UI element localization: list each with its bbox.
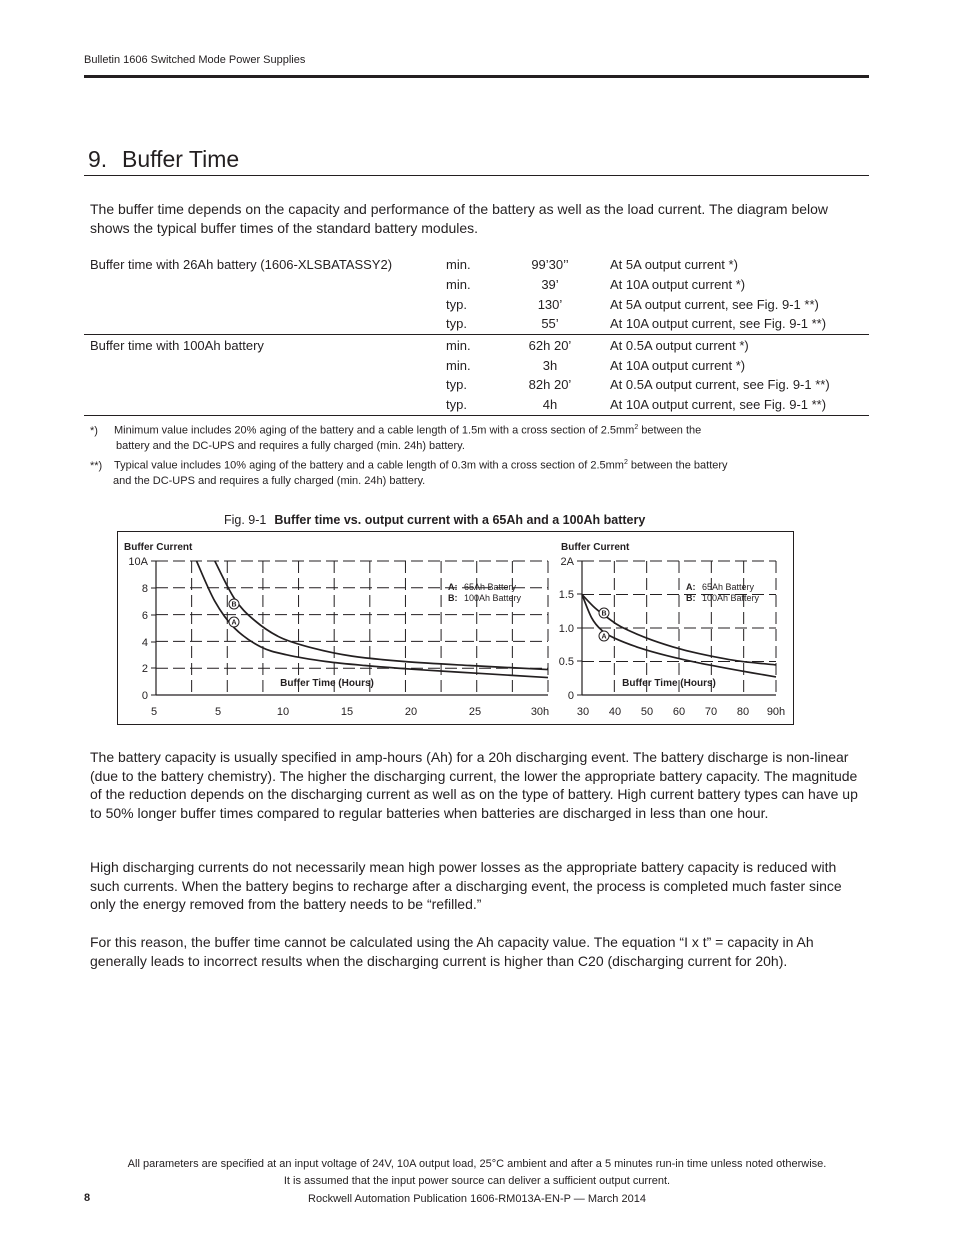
- spec-kind: typ.: [442, 395, 506, 415]
- legend-text-a: 65Ah Battery: [464, 582, 517, 592]
- buffer-time-chart: [118, 532, 793, 724]
- y-tick-label: 2: [141, 663, 148, 675]
- spec-label: Buffer time with 26Ah battery (1606-XLSBATASSY2): [90, 257, 393, 273]
- y-tick-label: 0.5: [558, 656, 574, 668]
- running-header: Bulletin 1606 Switched Mode Power Supplies: [84, 54, 306, 66]
- spec-label: [84, 355, 442, 375]
- y-tick-label: 0: [567, 690, 574, 702]
- y-tick-label: 10A: [128, 556, 148, 568]
- spec-note: At 10A output current, see Fig. 9-1 **): [594, 395, 869, 415]
- figure-caption: Fig. 9-1 Buffer time vs. output current with a 65Ah and a 100Ah battery: [224, 513, 646, 527]
- spec-kind: typ.: [446, 377, 467, 393]
- spec-label: [84, 294, 442, 314]
- page-number: 8: [84, 1192, 91, 1204]
- intro-paragraph: The buffer time depends on the capacity and performance of the battery as well as the load current. The diagram below shows the typical buffer times of the standard battery modules.: [90, 201, 829, 236]
- y-tick-label: 1.5: [558, 589, 574, 601]
- x-tick-label: 15: [340, 706, 354, 718]
- y-axis-label: Buffer Current: [561, 542, 630, 553]
- x-tick-label: 25: [468, 706, 482, 718]
- spec-value: 3h: [542, 357, 558, 373]
- section-heading: [88, 146, 239, 173]
- y-tick-label: 8: [141, 583, 148, 595]
- buffer-time-spec-table: [84, 255, 869, 416]
- spec-label: [84, 275, 442, 295]
- chart-frame: [117, 531, 794, 725]
- x-tick-label: 20: [404, 706, 418, 718]
- x-tick-label: 10: [276, 706, 290, 718]
- x-tick-label: 40: [608, 706, 622, 718]
- series-marker-label: A: [601, 633, 607, 641]
- spec-kind: min.: [446, 357, 471, 373]
- legend-key-a: A:: [448, 582, 458, 592]
- footer-publication: Rockwell Automation Publication 1606-RM013A-EN-P — March 2014: [308, 1193, 646, 1205]
- spec-note: At 5A output current *): [610, 257, 738, 273]
- spec-label: [84, 314, 442, 334]
- section-rule: [84, 175, 869, 176]
- series-marker-label: B: [231, 601, 237, 609]
- section-number: 9.: [88, 146, 108, 172]
- spec-label: [84, 375, 442, 395]
- section-title: Buffer Time: [122, 146, 240, 172]
- footnote-typ: **) Typical value includes 10% aging of the battery and a cable length of 0.3m with a cross section of $2.5mm^2$ between the battery and the DC-UPS and requires a fully charged (min. 24h) battery.: [90, 459, 728, 487]
- y-tick-label: 4: [141, 637, 148, 649]
- spec-value: 39’: [541, 277, 559, 293]
- spec-note: At 10A output current *): [610, 277, 746, 293]
- x-tick-label: 80: [736, 706, 750, 718]
- footnote-min: *) Minimum value includes 20% aging of the battery and a cable length of 1.5m with a cross section of $2.5mm^2$ between the battery and the DC-UPS and requires a fully charged (min. 24h) battery.: [90, 424, 702, 452]
- x-tick-label: 60: [672, 706, 686, 718]
- x-tick-label: 30h: [530, 706, 550, 718]
- spec-note: At 0.5A output current, see Fig. 9-1 **): [610, 377, 830, 393]
- spec-label: [84, 395, 442, 415]
- series-marker-label: A: [231, 619, 237, 627]
- spec-row: [84, 255, 869, 275]
- legend-text-b: 100Ah Battery: [464, 593, 522, 603]
- spec-row: [84, 334, 869, 355]
- x-tick-label: 30: [576, 706, 590, 718]
- y-tick-label: 0: [141, 690, 148, 702]
- spec-value: 130’: [537, 296, 563, 312]
- legend-key-b: B:: [448, 593, 458, 603]
- spec-row: [84, 395, 869, 415]
- spec-kind: min.: [446, 338, 471, 354]
- x-tick-label: 5: [214, 706, 222, 718]
- spec-row: [84, 314, 869, 334]
- y-axis-label: Buffer Current: [124, 542, 193, 553]
- spec-value: 4h: [506, 395, 594, 415]
- spec-note: At 5A output current, see Fig. 9-1 **): [610, 296, 819, 312]
- paragraph-discharge: High discharging currents do not necessarily mean high power losses as the appropriate battery capacity is reduced with such currents. When the battery begins to recharge after a discharging event, the process is completed much faster since only the energy removed from the battery needs to be “refilled.”: [90, 859, 842, 913]
- x-tick-label: 50: [640, 706, 654, 718]
- x-tick-label: 70: [704, 706, 718, 718]
- series-line-b: [215, 561, 548, 670]
- x-tick-label: 90h: [766, 706, 786, 718]
- y-tick-label: 6: [141, 610, 148, 622]
- spec-label: Buffer time with 100Ah battery: [90, 338, 264, 354]
- x-axis-label: Buffer Time (Hours): [622, 678, 716, 689]
- spec-row: [84, 355, 869, 375]
- spec-kind: min.: [446, 277, 471, 293]
- spec-kind: min.: [446, 257, 471, 273]
- spec-note: At 0.5A output current *): [610, 338, 749, 354]
- paragraph-capacity: The battery capacity is usually specified in amp-hours (Ah) for a 20h discharging event. The battery discharge is non-linear (due to the battery chemistry). The higher the discharging current, the lower the appropriate battery capacity. The magnitude of the reduction depends on the discharging current as well as on the type of battery. High current battery types can have up to 50% longer buffer times compared to regular batteries when batteries are discharged in less than one hour.: [90, 749, 858, 821]
- paragraph-calculation: For this reason, the buffer time cannot be calculated using the Ah capacity value. The equation “I x t” = capacity in Ah generally leads to incorrect results when the discharging current is higher than C20 (discharging current for 20h).: [90, 934, 814, 969]
- series-line-a: [197, 561, 548, 678]
- y-tick-label: 1.0: [558, 623, 574, 635]
- spec-kind: typ.: [442, 314, 506, 334]
- spec-note: At 10A output current, see Fig. 9-1 **): [594, 314, 869, 334]
- x-tick-label: 5: [150, 706, 158, 718]
- spec-note: At 10A output current *): [610, 357, 746, 373]
- spec-row: [84, 294, 869, 314]
- header-rule: [84, 75, 869, 78]
- legend-key-a: A:: [686, 582, 696, 592]
- footer-note-1: All parameters are specified at an input voltage of 24V, 10A output load, 25°C ambient and after a 5 minutes run-in time unless noted otherwise.: [127, 1158, 827, 1170]
- legend-text-a: 65Ah Battery: [702, 582, 755, 592]
- y-tick-label: 2A: [560, 556, 574, 568]
- x-axis-label: Buffer Time (Hours): [280, 678, 374, 689]
- legend-key-b: B:: [686, 593, 696, 603]
- legend-text-b: 100Ah Battery: [702, 593, 760, 603]
- spec-value: 55’: [506, 314, 594, 334]
- spec-row: [84, 275, 869, 295]
- footer-note-2: It is assumed that the input power source can deliver a sufficient output current.: [283, 1175, 671, 1187]
- spec-row: [84, 375, 869, 395]
- spec-value: 62h 20’: [528, 338, 572, 354]
- series-marker-label: B: [601, 610, 607, 618]
- spec-value: 99’30’’: [531, 257, 569, 273]
- spec-value: 82h 20’: [528, 377, 572, 393]
- spec-kind: typ.: [446, 296, 467, 312]
